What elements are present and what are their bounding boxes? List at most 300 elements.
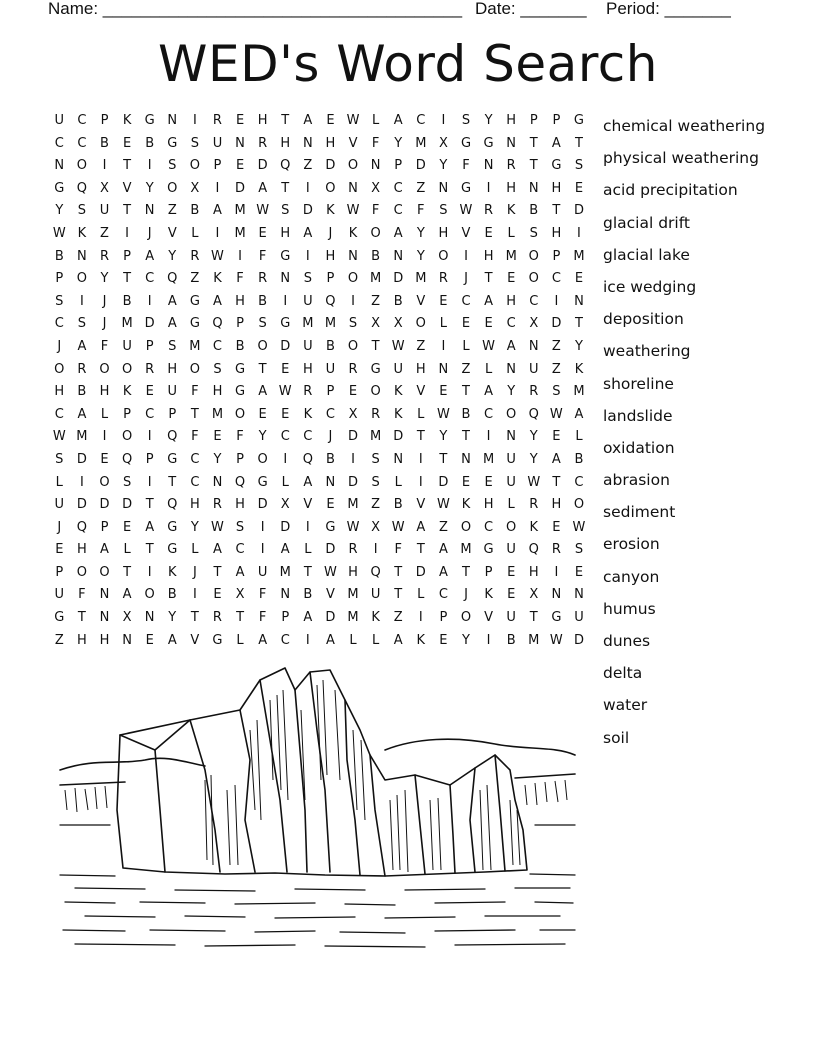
grid-letter[interactable]: N	[54, 158, 65, 174]
grid-letter[interactable]: K	[529, 519, 539, 535]
grid-letter[interactable]: X	[235, 587, 245, 603]
grid-letter[interactable]: W	[436, 406, 450, 422]
grid-letter[interactable]: H	[77, 542, 87, 558]
grid-letter[interactable]: Z	[371, 293, 381, 309]
grid-letter[interactable]: B	[54, 248, 64, 264]
grid-letter[interactable]: H	[348, 564, 358, 580]
grid-letter[interactable]: S	[77, 316, 87, 332]
grid-letter[interactable]: H	[302, 361, 313, 377]
grid-letter[interactable]: E	[552, 429, 561, 445]
grid-letter[interactable]: T	[258, 361, 267, 377]
grid-letter[interactable]: C	[280, 632, 290, 648]
grid-letter[interactable]: W	[482, 338, 495, 354]
grid-letter[interactable]: E	[235, 158, 245, 174]
grid-letter[interactable]: L	[123, 542, 131, 558]
grid-letter[interactable]: I	[283, 451, 288, 467]
grid-letter[interactable]: U	[303, 338, 313, 354]
grid-letter[interactable]: N	[438, 180, 449, 196]
grid-letter[interactable]: H	[235, 293, 245, 309]
grid-letter[interactable]: O	[99, 361, 110, 377]
grid-letter[interactable]: S	[77, 203, 87, 219]
grid-letter[interactable]: U	[529, 361, 539, 377]
grid-letter[interactable]: X	[280, 497, 290, 513]
grid-letter[interactable]: G	[551, 158, 562, 174]
grid-letter[interactable]: Q	[234, 474, 246, 490]
grid-letter[interactable]: E	[122, 519, 132, 535]
grid-letter[interactable]: C	[280, 429, 290, 445]
grid-letter[interactable]: I	[147, 158, 152, 174]
grid-letter[interactable]: N	[438, 361, 449, 377]
grid-letter[interactable]: N	[483, 158, 494, 174]
grid-letter[interactable]: I	[147, 429, 152, 445]
grid-letter[interactable]: W	[549, 632, 563, 648]
grid-letter[interactable]: Q	[370, 564, 381, 580]
grid-letter[interactable]: H	[415, 361, 426, 377]
grid-letter[interactable]: S	[258, 316, 267, 332]
grid-letter[interactable]: Q	[528, 542, 539, 558]
grid-letter[interactable]: V	[416, 293, 426, 309]
grid-letter[interactable]: K	[213, 271, 222, 287]
grid-letter[interactable]: I	[351, 451, 355, 467]
grid-letter[interactable]: C	[393, 180, 403, 196]
grid-letter[interactable]: W	[391, 338, 405, 354]
grid-letter[interactable]: H	[280, 225, 291, 241]
grid-letter[interactable]: T	[123, 203, 132, 219]
grid-letter[interactable]: L	[417, 587, 425, 603]
grid-letter[interactable]: U	[370, 587, 381, 603]
grid-letter[interactable]: Z	[100, 225, 109, 241]
grid-letter[interactable]: U	[54, 497, 65, 513]
grid-letter[interactable]: H	[483, 248, 494, 264]
grid-letter[interactable]: E	[235, 113, 245, 128]
grid-letter[interactable]: V	[122, 180, 132, 196]
grid-letter[interactable]: H	[77, 632, 87, 648]
grid-letter[interactable]: I	[283, 293, 288, 309]
grid-letter[interactable]: T	[439, 451, 448, 467]
grid-letter[interactable]: M	[302, 316, 314, 332]
grid-letter[interactable]: P	[326, 271, 335, 287]
grid-letter[interactable]: D	[325, 610, 336, 626]
grid-letter[interactable]: S	[55, 451, 64, 467]
grid-letter[interactable]: V	[325, 587, 335, 603]
grid-letter[interactable]: U	[325, 361, 336, 377]
grid-letter[interactable]: Q	[528, 406, 539, 422]
grid-letter[interactable]: G	[167, 135, 178, 151]
grid-letter[interactable]: P	[281, 610, 290, 626]
grid-letter[interactable]: N	[393, 451, 404, 467]
grid-letter[interactable]: V	[416, 384, 426, 400]
grid-letter[interactable]: B	[235, 338, 245, 354]
grid-letter[interactable]: M	[370, 271, 382, 287]
grid-letter[interactable]: J	[102, 293, 107, 309]
grid-letter[interactable]: T	[574, 316, 583, 332]
grid-letter[interactable]: S	[168, 158, 177, 174]
grid-letter[interactable]: N	[551, 587, 562, 603]
grid-letter[interactable]: B	[258, 293, 268, 309]
grid-letter[interactable]: G	[167, 519, 178, 535]
grid-letter[interactable]: A	[551, 135, 561, 151]
grid-letter[interactable]: I	[486, 429, 491, 445]
grid-letter[interactable]: I	[305, 632, 310, 648]
grid-letter[interactable]: K	[122, 384, 132, 400]
grid-letter[interactable]: Q	[325, 293, 336, 309]
grid-letter[interactable]: M	[189, 338, 201, 354]
grid-letter[interactable]: R	[506, 158, 516, 174]
grid-letter[interactable]: L	[304, 542, 312, 558]
grid-letter[interactable]: T	[190, 610, 199, 626]
grid-letter[interactable]: A	[213, 293, 222, 309]
grid-letter[interactable]: T	[371, 338, 380, 354]
grid-letter[interactable]: N	[144, 203, 155, 219]
grid-letter[interactable]: W	[211, 248, 224, 264]
grid-letter[interactable]: D	[325, 158, 336, 174]
grid-letter[interactable]: I	[260, 542, 265, 558]
grid-letter[interactable]: V	[167, 225, 177, 241]
grid-letter[interactable]: T	[394, 587, 403, 603]
grid-letter[interactable]: O	[460, 610, 472, 626]
grid-letter[interactable]: J	[464, 587, 468, 603]
grid-letter[interactable]: D	[235, 180, 246, 196]
grid-letter[interactable]: T	[462, 384, 470, 400]
grid-letter[interactable]: X	[371, 180, 381, 196]
grid-letter[interactable]: Z	[393, 610, 403, 626]
grid-letter[interactable]: A	[325, 632, 335, 648]
grid-letter[interactable]: Z	[551, 338, 561, 354]
grid-letter[interactable]: L	[55, 474, 63, 490]
grid-letter[interactable]: S	[281, 203, 290, 219]
grid-letter[interactable]: U	[257, 564, 268, 580]
grid-letter[interactable]: J	[102, 316, 107, 332]
grid-letter[interactable]: N	[348, 180, 358, 196]
grid-letter[interactable]: P	[394, 158, 403, 174]
grid-letter[interactable]: Y	[213, 451, 222, 467]
grid-letter[interactable]: S	[303, 271, 312, 287]
grid-letter[interactable]: H	[483, 497, 494, 513]
grid-letter[interactable]: Z	[303, 158, 313, 174]
grid-letter[interactable]: C	[145, 406, 155, 422]
grid-letter[interactable]: L	[439, 316, 448, 332]
grid-letter[interactable]: N	[348, 248, 358, 264]
grid-letter[interactable]: A	[145, 248, 155, 264]
grid-letter[interactable]: E	[326, 113, 335, 128]
grid-letter[interactable]: L	[484, 361, 493, 377]
grid-letter[interactable]: U	[167, 384, 178, 400]
grid-letter[interactable]: N	[144, 610, 155, 626]
grid-letter[interactable]: K	[371, 610, 380, 626]
grid-letter[interactable]: D	[325, 542, 336, 558]
grid-letter[interactable]: X	[393, 316, 403, 332]
grid-letter[interactable]: I	[192, 587, 197, 603]
grid-letter[interactable]: X	[371, 519, 381, 535]
grid-letter[interactable]: N	[122, 632, 132, 648]
grid-letter[interactable]: D	[257, 158, 268, 174]
grid-letter[interactable]: C	[393, 203, 403, 219]
grid-letter[interactable]: Z	[54, 632, 64, 648]
grid-letter[interactable]: E	[258, 406, 267, 422]
grid-letter[interactable]: O	[189, 361, 200, 377]
grid-letter[interactable]: M	[573, 384, 585, 400]
grid-letter[interactable]: E	[348, 384, 358, 400]
grid-letter[interactable]: Z	[416, 180, 426, 196]
grid-letter[interactable]: L	[394, 474, 402, 490]
grid-letter[interactable]: O	[325, 180, 336, 196]
grid-letter[interactable]: W	[391, 519, 405, 535]
grid-letter[interactable]: T	[145, 497, 154, 513]
grid-letter[interactable]: P	[123, 248, 131, 264]
grid-letter[interactable]: H	[212, 384, 223, 400]
grid-letter[interactable]: C	[484, 519, 494, 535]
grid-letter[interactable]: T	[574, 135, 583, 151]
grid-letter[interactable]: M	[347, 497, 359, 513]
grid-letter[interactable]: E	[484, 225, 493, 241]
grid-letter[interactable]: G	[483, 135, 494, 151]
grid-letter[interactable]: U	[506, 451, 516, 467]
grid-letter[interactable]: T	[281, 180, 290, 196]
grid-letter[interactable]: O	[257, 338, 268, 354]
grid-letter[interactable]: Q	[302, 451, 313, 467]
grid-letter[interactable]: P	[236, 451, 244, 467]
grid-letter[interactable]: K	[393, 384, 403, 400]
grid-letter[interactable]: G	[460, 180, 472, 196]
grid-letter[interactable]: X	[529, 316, 539, 332]
grid-letter[interactable]: T	[190, 406, 199, 422]
grid-letter[interactable]: E	[461, 474, 471, 490]
grid-letter[interactable]: C	[484, 406, 494, 422]
grid-letter[interactable]: V	[303, 497, 313, 513]
grid-letter[interactable]: H	[325, 135, 336, 151]
grid-letter[interactable]: Y	[394, 135, 403, 151]
grid-letter[interactable]: T	[145, 542, 154, 558]
grid-letter[interactable]: K	[416, 632, 426, 648]
grid-letter[interactable]: Q	[76, 180, 87, 196]
grid-letter[interactable]: M	[528, 632, 540, 648]
grid-letter[interactable]: S	[213, 361, 222, 377]
grid-letter[interactable]: C	[325, 406, 335, 422]
grid-letter[interactable]: H	[167, 361, 178, 377]
grid-letter[interactable]: T	[552, 203, 561, 219]
grid-letter[interactable]: A	[122, 587, 132, 603]
grid-letter[interactable]: H	[506, 293, 517, 309]
grid-letter[interactable]: O	[415, 316, 426, 332]
grid-letter[interactable]: T	[213, 564, 222, 580]
grid-letter[interactable]: X	[529, 587, 539, 603]
grid-letter[interactable]: T	[484, 271, 493, 287]
grid-letter[interactable]: Y	[100, 271, 109, 287]
grid-letter[interactable]: O	[54, 361, 65, 377]
grid-letter[interactable]: H	[551, 180, 562, 196]
grid-letter[interactable]: M	[279, 564, 291, 580]
grid-letter[interactable]: J	[57, 519, 62, 535]
grid-letter[interactable]: I	[554, 564, 559, 580]
grid-letter[interactable]: Y	[574, 338, 583, 354]
grid-letter[interactable]: E	[439, 384, 448, 400]
grid-letter[interactable]: I	[418, 451, 423, 467]
grid-letter[interactable]: U	[54, 587, 65, 603]
grid-letter[interactable]: J	[328, 225, 333, 241]
grid-letter[interactable]: I	[125, 225, 129, 241]
grid-letter[interactable]: D	[280, 519, 291, 535]
grid-letter[interactable]: T	[462, 564, 470, 580]
grid-letter[interactable]: Z	[190, 271, 200, 287]
grid-letter[interactable]: Y	[462, 632, 470, 648]
grid-letter[interactable]: U	[393, 361, 403, 377]
grid-letter[interactable]: O	[347, 271, 359, 287]
grid-letter[interactable]: C	[54, 135, 64, 151]
grid-letter[interactable]: W	[278, 384, 292, 400]
grid-letter[interactable]: Z	[551, 361, 561, 377]
grid-letter[interactable]: V	[348, 135, 358, 151]
grid-letter[interactable]: A	[167, 632, 177, 648]
grid-letter[interactable]: A	[258, 180, 268, 196]
grid-letter[interactable]: O	[121, 429, 133, 445]
grid-letter[interactable]: I	[418, 474, 423, 490]
grid-letter[interactable]: F	[191, 429, 199, 445]
grid-letter[interactable]: C	[54, 406, 64, 422]
grid-letter[interactable]: G	[483, 542, 494, 558]
grid-letter[interactable]: E	[461, 316, 471, 332]
grid-letter[interactable]: I	[102, 429, 107, 445]
grid-letter[interactable]: A	[303, 225, 313, 241]
grid-letter[interactable]: Y	[439, 429, 448, 445]
grid-letter[interactable]: D	[122, 497, 133, 513]
grid-letter[interactable]: A	[77, 338, 87, 354]
grid-letter[interactable]: P	[552, 113, 561, 128]
grid-letter[interactable]: E	[281, 406, 290, 422]
grid-letter[interactable]: O	[121, 361, 133, 377]
grid-letter[interactable]: O	[460, 519, 472, 535]
grid-letter[interactable]: D	[573, 203, 584, 219]
grid-letter[interactable]: L	[236, 632, 244, 648]
grid-letter[interactable]: H	[551, 225, 562, 241]
grid-letter[interactable]: R	[212, 497, 222, 513]
grid-letter[interactable]: T	[529, 135, 538, 151]
grid-letter[interactable]: M	[324, 316, 337, 332]
grid-letter[interactable]: I	[260, 519, 265, 535]
grid-letter[interactable]: U	[574, 610, 584, 626]
grid-letter[interactable]: P	[439, 610, 448, 626]
grid-letter[interactable]: S	[529, 225, 538, 241]
grid-letter[interactable]: I	[486, 180, 491, 196]
grid-letter[interactable]: P	[145, 338, 154, 354]
grid-letter[interactable]: H	[506, 180, 517, 196]
grid-letter[interactable]: P	[100, 519, 109, 535]
grid-letter[interactable]: J	[57, 338, 62, 354]
grid-letter[interactable]: E	[281, 361, 290, 377]
grid-letter[interactable]: B	[100, 135, 109, 151]
grid-letter[interactable]: I	[147, 564, 152, 580]
grid-letter[interactable]: T	[462, 429, 470, 445]
grid-letter[interactable]: R	[77, 361, 87, 377]
grid-letter[interactable]: C	[438, 587, 448, 603]
grid-letter[interactable]: K	[393, 406, 403, 422]
grid-letter[interactable]: S	[122, 474, 132, 490]
grid-letter[interactable]: G	[167, 451, 178, 467]
grid-letter[interactable]: V	[190, 632, 200, 648]
grid-letter[interactable]: R	[212, 113, 222, 128]
grid-letter[interactable]: C	[416, 113, 426, 128]
grid-letter[interactable]: L	[417, 406, 425, 422]
grid-letter[interactable]: I	[79, 293, 84, 309]
grid-letter[interactable]: L	[462, 338, 470, 354]
grid-letter[interactable]: M	[460, 542, 472, 558]
grid-letter[interactable]: U	[122, 338, 132, 354]
grid-letter[interactable]: O	[438, 248, 449, 264]
grid-letter[interactable]: B	[461, 406, 471, 422]
grid-letter[interactable]: G	[551, 610, 562, 626]
grid-letter[interactable]: Y	[416, 225, 425, 241]
grid-letter[interactable]: E	[100, 451, 109, 467]
grid-letter[interactable]: C	[529, 293, 539, 309]
grid-letter[interactable]: Y	[258, 429, 267, 445]
grid-letter[interactable]: I	[351, 293, 355, 309]
grid-letter[interactable]: O	[347, 338, 359, 354]
grid-letter[interactable]: P	[55, 271, 64, 287]
grid-letter[interactable]: Y	[529, 429, 538, 445]
grid-letter[interactable]: N	[506, 135, 517, 151]
grid-letter[interactable]: D	[348, 429, 359, 445]
grid-letter[interactable]: D	[99, 497, 110, 513]
grid-letter[interactable]: R	[212, 610, 222, 626]
grid-letter[interactable]: D	[144, 316, 155, 332]
grid-letter[interactable]: N	[370, 158, 381, 174]
grid-letter[interactable]: P	[213, 158, 222, 174]
grid-letter[interactable]: N	[99, 610, 110, 626]
grid-letter[interactable]: G	[189, 316, 200, 332]
grid-letter[interactable]: F	[462, 158, 470, 174]
grid-letter[interactable]: M	[121, 316, 133, 332]
grid-letter[interactable]: G	[280, 316, 291, 332]
grid-letter[interactable]: C	[190, 451, 200, 467]
grid-letter[interactable]: R	[529, 384, 539, 400]
grid-letter[interactable]: I	[147, 474, 152, 490]
grid-letter[interactable]: N	[325, 474, 336, 490]
grid-letter[interactable]: E	[258, 225, 267, 241]
grid-letter[interactable]: V	[484, 610, 494, 626]
grid-letter[interactable]: C	[145, 271, 155, 287]
grid-letter[interactable]: W	[256, 203, 270, 219]
grid-letter[interactable]: U	[506, 474, 516, 490]
grid-letter[interactable]: Z	[167, 203, 177, 219]
grid-letter[interactable]: N	[77, 248, 87, 264]
grid-letter[interactable]: H	[99, 384, 110, 400]
grid-letter[interactable]: T	[529, 158, 538, 174]
grid-letter[interactable]: H	[54, 384, 65, 400]
grid-letter[interactable]: K	[574, 361, 584, 377]
grid-letter[interactable]: D	[348, 474, 359, 490]
grid-letter[interactable]: X	[348, 406, 358, 422]
grid-letter[interactable]: A	[258, 384, 268, 400]
grid-letter[interactable]: T	[552, 474, 561, 490]
grid-letter[interactable]: T	[416, 542, 425, 558]
grid-letter[interactable]: A	[574, 406, 584, 422]
grid-letter[interactable]: G	[144, 113, 155, 128]
grid-letter[interactable]: O	[144, 587, 155, 603]
grid-letter[interactable]: F	[371, 135, 380, 151]
grid-letter[interactable]: B	[506, 632, 516, 648]
grid-letter[interactable]: D	[393, 271, 404, 287]
grid-letter[interactable]: F	[191, 384, 199, 400]
grid-letter[interactable]: E	[213, 429, 222, 445]
grid-letter[interactable]: V	[416, 497, 426, 513]
grid-letter[interactable]: Y	[439, 158, 448, 174]
grid-letter[interactable]: W	[52, 429, 66, 445]
grid-letter[interactable]: E	[574, 271, 584, 287]
grid-letter[interactable]: E	[507, 564, 516, 580]
grid-letter[interactable]: A	[258, 632, 268, 648]
grid-letter[interactable]: N	[235, 135, 245, 151]
grid-letter[interactable]: P	[100, 113, 109, 128]
grid-letter[interactable]: R	[348, 361, 358, 377]
